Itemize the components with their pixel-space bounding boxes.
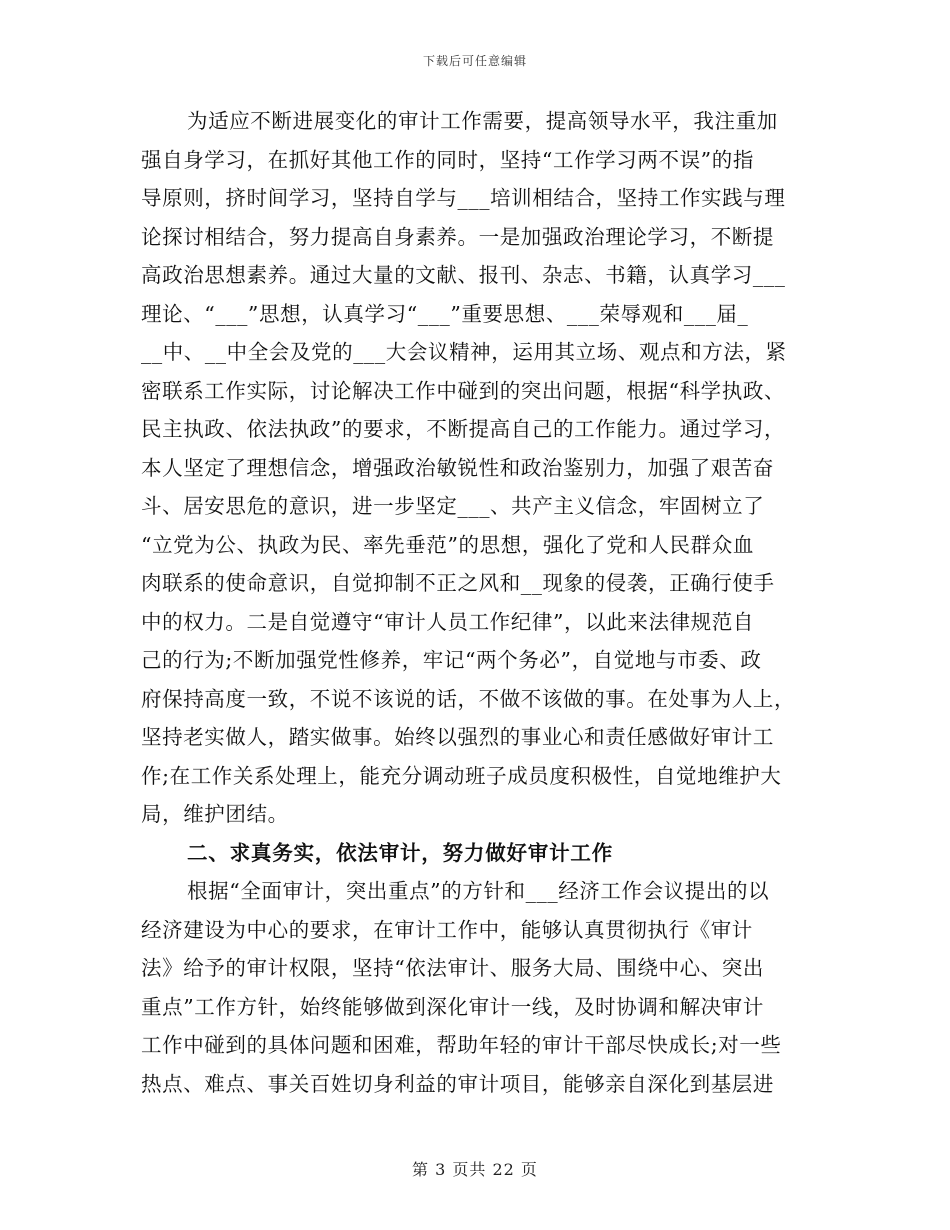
paragraph-line: “立党为公、执政为民、率先垂范”的思想，强化了党和人民群众血: [141, 532, 754, 557]
paragraph-line: 局，维护团结。: [141, 802, 289, 826]
paragraph-line: 府保持高度一致，不说不该说的话，不做不该做的事。在处事为人上，: [141, 686, 796, 711]
paragraph-line: 经济建设为中心的要求，在审计工作中，能够认真贯彻执行《审计: [141, 917, 753, 942]
paragraph-line: 高政治思想素养。通过大量的文献、报刊、杂志、书籍，认真学习___: [141, 263, 786, 287]
paragraph-line: __中、__中全会及党的___大会议精神，运用其立场、观点和方法，紧: [141, 340, 787, 364]
page-number: 第 3 页共 22 页: [412, 1160, 538, 1179]
paragraph-line: 作;在工作关系处理上，能充分调动班子成员度积极性，自觉地维护大: [141, 763, 782, 788]
paragraph-line: 己的行为;不断加强党性修养，牢记“两个务必”，自觉地与市委、政: [141, 648, 762, 672]
paragraph-line: 斗、居安思危的意识，进一步坚定___、共产主义信念，牢固树立了: [141, 494, 765, 518]
paragraph-line: 重点”工作方针，始终能够做到深化审计一线，及时协调和解决审计: [141, 994, 764, 1019]
paragraph-line: 密联系工作实际，讨论解决工作中碰到的突出问题，根据“科学执政、: [141, 378, 786, 403]
paragraph-line: 本人坚定了理想信念，增强政治敏锐性和政治鉴别力，加强了艰苦奋: [141, 455, 774, 480]
paragraph-line: 论探讨相结合，努力提高自身素养。一是加强政治理论学习，不断提: [141, 224, 774, 249]
paragraph-line: 法》给予的审计权限，坚持“依法审计、服务大局、围绕中心、突出: [141, 956, 764, 980]
paragraph-line: 中的权力。二是自觉遵守“审计人员工作纪律”，以此来法律规范自: [141, 609, 754, 634]
paragraph-line: 热点、难点、事关百姓切身利益的审计项目，能够亲自深化到基层进: [141, 1071, 774, 1096]
paragraph-line: 强自身学习，在抓好其他工作的同时，坚持“工作学习两不误”的指: [141, 147, 754, 172]
paragraph-line: 理论、“___”思想，认真学习“___”重要思想、___荣辱观和___届_: [141, 301, 749, 326]
paragraph-line: 坚持老实做人，踏实做事。始终以强烈的事业心和责任感做好审计工: [141, 725, 774, 749]
header-note: 下载后可任意编辑: [422, 54, 527, 68]
paragraph-line: 工作中碰到的具体问题和困难，帮助年轻的审计干部尽快成长;对一些: [141, 1033, 782, 1057]
paragraph-line: 肉联系的使命意识，自觉抑制不正之风和__现象的侵袭，正确行使手: [141, 571, 775, 595]
paragraph-line: 民主执政、依法执政”的要求，不断提高自己的工作能力。通过学习，: [141, 417, 786, 441]
paragraph-line: 为适应不断进展变化的审计工作需要，提高领导水平，我注重加: [187, 109, 778, 133]
body-text: [141, 102, 807, 1103]
section-heading: 二、求真务实，依法审计，努力做好审计工作: [187, 840, 613, 865]
paragraph-line: 导原则，挤时间学习，坚持自学与___培训相结合，坚持工作实践与理: [141, 186, 786, 210]
paragraph-line: 根据“全面审计，突出重点”的方针和___经济工作会议提出的以: [187, 879, 770, 903]
